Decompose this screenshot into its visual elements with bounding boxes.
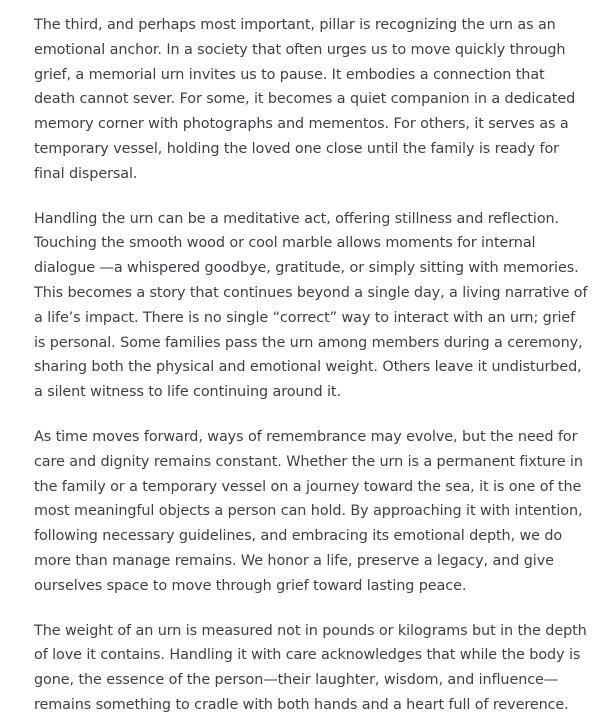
- paragraph-meditative-act: Handling the urn can be a meditative act, offering stillness and reflection. Touching the smooth wood or cool marble allows moments for internal dialogue —a whispered goodbye, gratitude, or simply sitting with memories. This becomes a story that continues beyond a single day, a living narrative of a life’s impact. There is no single “correct” way to interact with an urn; grief is personal. Some families pass the urn among members during a ceremony, sharing both the physical and emotional weight. Others leave it undisturbed, a silent witness to life continuing around it.: [34, 210, 588, 401]
- paragraph-remembrance: As time moves forward, ways of remembrance may evolve, but the need for care and dignity remains constant. Whether the urn is a permanent fixture in the family or a temporary vessel on a journey toward the sea, it is one of the most meaningful objects a person can hold. By approaching it with intention, following necessary guidelines, and embracing its emotional depth, we do more than manage remains. We honor a life, preserve a legacy, and give ourselves space to move through grief toward lasting peace.: [34, 428, 583, 594]
- paragraph-weight-of-urn: The weight of an urn is measured not in pounds or kilograms but in the depth of love it contains. Handling it with care acknowledges that while the body is gone, the essence of the person—their laughter, wisdom, and influence—remains something to cradle with both hands and a heart full of reverence.: [34, 622, 587, 713]
- paragraph-emotional-anchor: The third, and perhaps most important, pillar is recognizing the urn as an emotional anchor. In a society that often urges us to move quickly through grief, a memorial urn invites us to pause. It embodies a connection that death cannot sever. For some, it becomes a quiet companion in a dedicated memory corner with photographs and mementos. For others, it serves as a temporary vessel, holding the loved one close until the family is ready for final dispersal.: [34, 17, 576, 182]
